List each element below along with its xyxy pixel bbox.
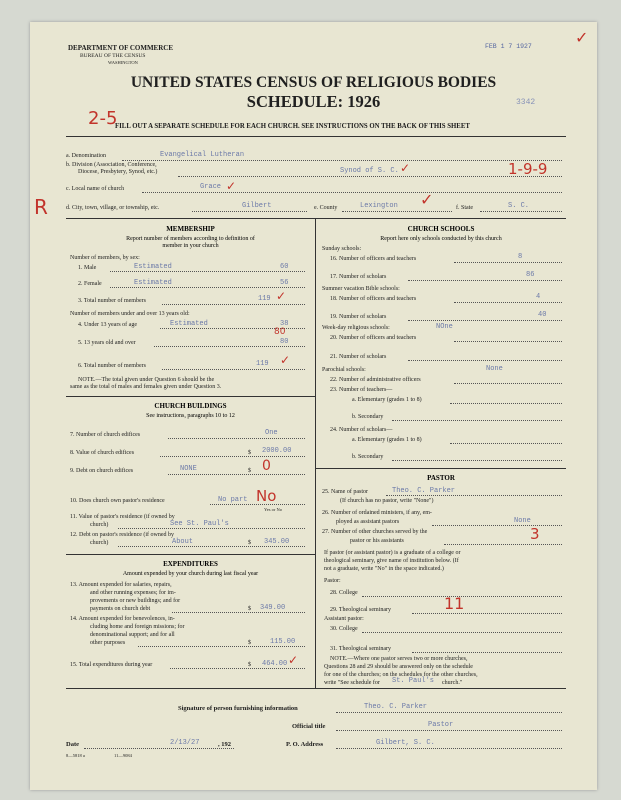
serial-number: 3342 [516, 98, 536, 107]
q24b-label: b. Secondary [352, 454, 384, 460]
q13-line [172, 612, 305, 613]
q12-note: About [172, 538, 194, 546]
date-value: 2/13/27 [170, 739, 200, 747]
q6-check-mark: ✓ [280, 353, 291, 367]
body-top-rule [66, 218, 566, 219]
signature-line [336, 712, 562, 713]
sunday-schools-label: Sunday schools: [322, 246, 362, 252]
po-address-value: Gilbert, S. C. [376, 739, 435, 747]
q29-line [412, 613, 562, 614]
official-title-value: Pastor [428, 721, 454, 729]
department-heading: DEPARTMENT OF COMMERCE [68, 44, 174, 52]
q2-line [110, 287, 305, 288]
q23a-line [450, 403, 562, 404]
assistant-pastor-subheading: Assistant pastor: [324, 616, 364, 622]
division-value: Synod of S. C. [340, 167, 399, 175]
q9-line [168, 474, 305, 475]
q2-label: 2. Female [78, 281, 102, 287]
q5-value: 80 [280, 338, 289, 346]
q6-label: 6. Total number of members [78, 363, 146, 369]
q21-label: 21. Number of scholars [330, 354, 387, 360]
date-label: Date [66, 741, 79, 748]
q30-label: 30. College [330, 626, 358, 632]
q28-label: 28. College [330, 590, 358, 596]
header-rule [66, 136, 566, 137]
signature-label: Signature of person furnishing information [178, 705, 298, 712]
q1-line [110, 271, 305, 272]
county-line [342, 211, 452, 212]
q23-label: 23. Number of teachers— [330, 387, 393, 393]
local-name-check-mark: ✓ [226, 179, 237, 193]
po-address-label: P. O. Address [286, 741, 324, 748]
q26-line [432, 525, 562, 526]
denomination-value: Evangelical Lutheran [160, 151, 245, 159]
pastor-note-3: for one of the churches; on the schedules for the other churches, [324, 672, 478, 678]
membership-note-2: same as the total of males and females given under Question 3. [70, 384, 222, 390]
q4-value: 38 [280, 320, 289, 328]
q14-label-4: other purposes [90, 640, 126, 646]
q15-dollar: $ [248, 662, 251, 668]
pastor-note-4: write "See schedule for [324, 680, 380, 686]
q24a-label: a. Elementary (grades 1 to 8) [352, 437, 422, 443]
membership-note-1: NOTE.—The total given under Question 6 should be the [78, 377, 215, 383]
expenditures-heading: EXPENDITURES [163, 560, 218, 568]
q11-label-2: church) [90, 522, 109, 528]
city-label: d. City, town, village, or township, etc. [66, 205, 160, 211]
q12-label-1: 12. Debt on pastor's residence (if owned by [70, 532, 175, 538]
q3-line [162, 304, 305, 305]
local-name-line [142, 192, 562, 193]
q15-check-mark: ✓ [288, 653, 299, 667]
q19-label: 19. Number of scholars [330, 314, 387, 320]
q9-dollar: $ [248, 468, 251, 474]
q16-value: 8 [518, 253, 523, 261]
q9-red-value: 0 [262, 458, 271, 474]
q1-note: Estimated [134, 263, 172, 271]
q23b-line [392, 420, 562, 421]
q14-value: 115.00 [270, 638, 296, 646]
q13-label-3: provements or new buildings; and for [90, 598, 181, 604]
q27-red-answer: 3 [530, 525, 540, 543]
q16-label: 16. Number of officers and teachers [330, 256, 417, 262]
buildings-bottom-rule [66, 554, 315, 555]
q8-label: 8. Value of church edifices [70, 450, 135, 456]
instruction-line: FILL OUT A SEPARATE SCHEDULE FOR EACH CHURCH. SEE INSTRUCTIONS ON THE BACK OF THIS SHEET [115, 123, 470, 130]
membership-sub-2: member in your church [162, 243, 219, 249]
q1-label: 1. Male [78, 265, 97, 271]
q15-line [170, 668, 305, 669]
q7-label: 7. Number of church edifices [70, 432, 141, 438]
buildings-heading: CHURCH BUILDINGS [154, 402, 227, 410]
q21-line [408, 360, 562, 361]
official-title-line [336, 730, 562, 731]
q1-value: 60 [280, 263, 289, 271]
q6-line [162, 369, 305, 370]
q29-red-mark: 11 [444, 594, 465, 613]
form-number-2: 11—9084 [114, 753, 132, 758]
q13-label-2: and other running expenses; for im- [90, 590, 176, 596]
q2-note: Estimated [134, 279, 172, 287]
parochial-schools-label: Parochial schools: [322, 367, 366, 373]
column-divider [315, 218, 316, 688]
q11-line [118, 528, 305, 529]
q17-label: 17. Number of scholars [330, 274, 387, 280]
body-bottom-rule [66, 688, 566, 689]
pastor-heading: PASTOR [427, 474, 455, 482]
q12-line [118, 546, 305, 547]
q27-line [444, 544, 562, 545]
pastor-note-5: church." [442, 680, 463, 686]
q4-red-value: 80 [274, 327, 286, 337]
county-label: e. County [314, 205, 338, 211]
q31-label: 31. Theological seminary [330, 646, 392, 652]
q10-value: No part [218, 496, 248, 504]
q11-value: See St. Paul's [170, 520, 229, 528]
q24b-line [392, 460, 562, 461]
schools-heading: CHURCH SCHOOLS [407, 225, 475, 233]
q7-value: One [265, 429, 278, 437]
q12-dollar: $ [248, 540, 251, 546]
state-value: S. C. [508, 202, 530, 210]
q26-label-1: 26. Number of ordained ministers, if any, em- [322, 510, 432, 516]
top-corner-check-mark: ✓ [575, 28, 589, 47]
q23b-label: b. Secondary [352, 414, 384, 420]
q14-label-3: denominational support; and for all [90, 632, 175, 638]
denomination-line [122, 160, 562, 161]
date-line [84, 748, 234, 749]
q18-label: 18. Number of officers and teachers [330, 296, 417, 302]
pastor-note-1: NOTE.—Where one pastor serves two or more churches, [330, 656, 468, 662]
schools-bottom-rule [315, 468, 566, 469]
q14-label-1: 14. Amount expended for benevolences, in- [70, 616, 175, 622]
membership-bottom-rule [66, 396, 315, 397]
q8-value: 2000.00 [262, 447, 292, 455]
handwritten-r-mark: R [34, 195, 48, 219]
pastor-subheading: Pastor: [324, 578, 341, 584]
q7-line [168, 438, 305, 439]
state-label: f. State [456, 205, 473, 211]
q11-label-1: 11. Value of pastor's residence (if owned by [70, 514, 175, 520]
denomination-label: a. Denomination [66, 153, 106, 159]
q12-label-2: church) [90, 540, 109, 546]
q4-note: Estimated [170, 320, 208, 328]
expenditures-sub: Amount expended by your church during last fiscal year [122, 571, 259, 577]
q8-dollar: $ [248, 450, 251, 456]
received-date-stamp: FEB 1 7 1927 [485, 43, 532, 50]
q15-value: 464.00 [262, 660, 288, 668]
po-address-line [336, 748, 562, 749]
date-year-suffix: , 192 [218, 741, 231, 748]
q24a-line [450, 443, 562, 444]
summer-schools-label: Summer vacation Bible schools: [322, 286, 400, 292]
q24-label: 24. Number of scholars— [330, 427, 393, 433]
local-name-label: c. Local name of church [66, 186, 125, 192]
q23a-label: a. Elementary (grades 1 to 8) [352, 397, 422, 403]
graduate-instruction-1: If pastor (or assistant pastor) is a graduate of a college or [324, 550, 461, 556]
q22-line [454, 383, 562, 384]
pastor-note-value: St. Paul's [392, 677, 435, 685]
city-value: Gilbert [242, 202, 272, 210]
bureau-heading: BUREAU OF THE CENSUS [80, 53, 146, 59]
q5-label: 5. 13 years old and over [78, 340, 136, 346]
q18-line [454, 302, 562, 303]
q25-note: (If church has no pastor, write "None") [340, 498, 434, 504]
pastor-note-2: Questions 28 and 29 should be answered only on the schedule [324, 664, 473, 670]
membership-sub-1: Report number of members according to definition of [126, 236, 255, 242]
division-check-mark: ✓ [400, 161, 411, 175]
q9-label: 9. Debt on church edifices [70, 468, 134, 474]
form-number-1: 8—5818 a [66, 753, 85, 758]
graduate-instruction-3: not a graduate, write "No" in the space indicated.) [324, 566, 444, 572]
q13-label-1: 13. Amount expended for salaries, repairs, [70, 582, 172, 588]
q10-yes-or-no-hint: Yes or No [264, 507, 283, 512]
by-sex-label: Number of members, by sex: [70, 255, 140, 261]
handwritten-date-mark: 1-9-9 [508, 160, 548, 178]
q3-check-mark: ✓ [276, 289, 287, 303]
q19-value: 40 [538, 311, 547, 319]
schools-sub: Report here only schools conducted by this church [380, 236, 502, 242]
q26-value: None [514, 517, 531, 525]
q10-label: 10. Does church own pastor's residence [70, 498, 165, 504]
q13-label-4: payments on church debt [90, 606, 151, 612]
q29-label: 29. Theological seminary [330, 607, 392, 613]
q17-line [408, 280, 562, 281]
parochial-schools-value: None [486, 365, 503, 373]
q14-label-2: cluding home and foreign missions; for [90, 624, 185, 630]
official-title-label: Official title [292, 723, 326, 730]
q6-value: 119 [256, 360, 269, 368]
q20-label: 20. Number of officers and teachers [330, 335, 417, 341]
census-schedule-sheet [30, 22, 597, 790]
form-title: UNITED STATES CENSUS OF RELIGIOUS BODIES [130, 74, 497, 91]
q18-value: 4 [536, 293, 541, 301]
q30-line [362, 632, 562, 633]
local-name-value: Grace [200, 183, 222, 191]
handwritten-fraction: 2-5 [88, 108, 118, 129]
q3-value: 119 [258, 295, 271, 303]
q8-line [160, 456, 305, 457]
weekday-schools-label: Week-day religious schools: [322, 325, 390, 331]
q3-label: 3. Total number of members [78, 298, 146, 304]
q2-value: 56 [280, 279, 289, 287]
q12-value: 345.00 [264, 538, 290, 546]
division-line [178, 176, 562, 177]
buildings-sub: See instructions, paragraphs 10 to 12 [146, 413, 235, 419]
q5-line [154, 346, 305, 347]
q13-value: 349.00 [260, 604, 286, 612]
q9-value: NONE [180, 465, 197, 473]
membership-heading: MEMBERSHIP [166, 225, 215, 233]
q26-label-2: ployed as assistant pastors [336, 519, 400, 525]
county-check-mark: ✓ [420, 190, 434, 209]
graduate-instruction-2: theological seminary, give name of institution below. (If [324, 558, 459, 564]
q15-label: 15. Total expenditures during year [70, 662, 153, 668]
division-label-2: Diocese, Presbytery, Synod, etc.) [78, 169, 158, 175]
q17-value: 86 [526, 271, 535, 279]
q20-line [454, 341, 562, 342]
city-heading: WASHINGTON [108, 60, 138, 65]
q13-dollar: $ [248, 606, 251, 612]
q22-label: 22. Number of administrative officers [330, 377, 421, 383]
q4-label: 4. Under 13 years of age [78, 322, 137, 328]
q14-line [138, 646, 305, 647]
by-age-label: Number of members under and over 13 years old: [70, 311, 190, 317]
q14-dollar: $ [248, 640, 251, 646]
q25-label: 25. Name of pastor [322, 489, 368, 495]
q25-value: Theo. C. Parker [392, 487, 456, 495]
signature-value: Theo. C. Parker [364, 703, 428, 711]
q27-label-2: pastor or his assistants [350, 538, 404, 544]
q16-line [454, 262, 562, 263]
q27-label-1: 27. Number of other churches served by the [322, 529, 428, 535]
q25-line [386, 495, 562, 496]
state-line [480, 211, 562, 212]
schedule-title: SCHEDULE: 1926 [246, 92, 381, 111]
county-value: Lexington [360, 202, 398, 210]
city-line [192, 211, 307, 212]
division-label-1: b. Division (Association, Conference, [66, 162, 157, 168]
q31-line [412, 652, 562, 653]
q10-red-answer: No [256, 487, 277, 505]
q19-line [408, 320, 562, 321]
weekday-schools-value: NOne [436, 323, 453, 331]
